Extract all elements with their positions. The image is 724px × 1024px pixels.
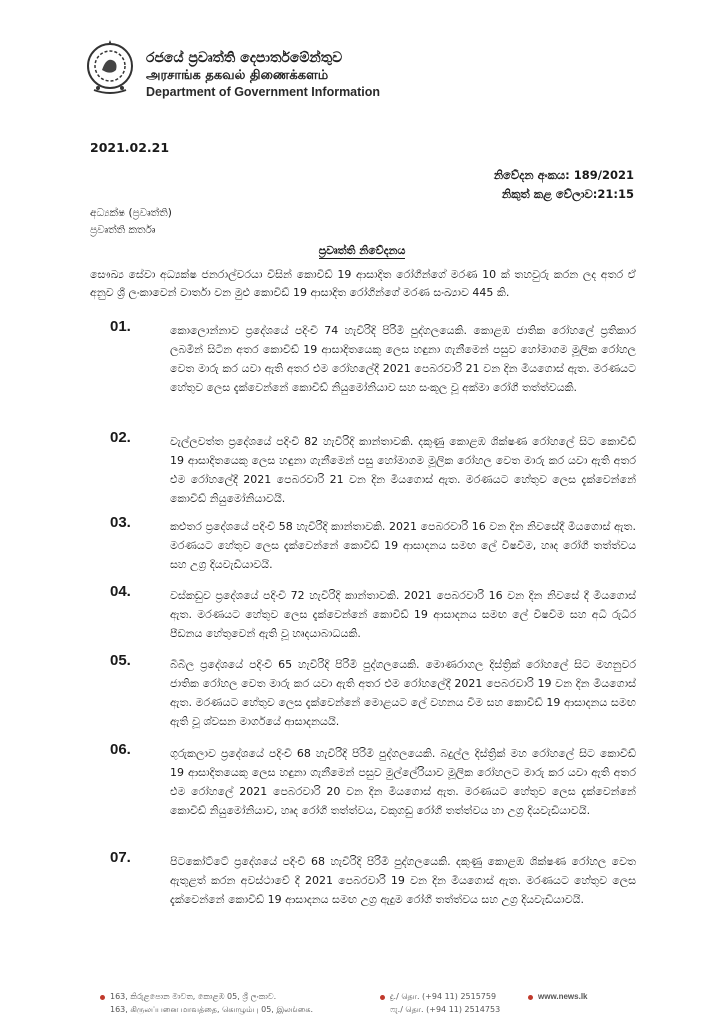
- footer-bullet-icon: [100, 995, 105, 1000]
- sri-lanka-emblem-icon: [84, 38, 136, 98]
- fax-number: (+94 11) 2514753: [426, 1005, 501, 1014]
- item-text: පිටකෝට්ටේ ප්‍රදේශයේ පදිංචි 68 හැවිරිදි පිරිමි පුද්ගලයෙකි. දකුණු කොළඹ ශික්ෂණ රෝහල වෙත ඇතුළත් කරන අවස්ථාවේ දී 2021 පෙබරවාරි 19 වන දින මියගොස් ඇත. මරණයට හේතුව ලෙස දැක්වෙන්නේ කොවිඩ් 19 ආසාදනය සමඟ උග්‍ර ඇදුම රෝගී තත්ත්වය සහ උග්‍ර දියවැඩියාවයි.: [170, 855, 636, 906]
- list-item: [90, 318, 636, 397]
- footer-address-sinhala: 163, කිරුළපොන මාවත, කොළඹ 05, ශ්‍රී ලංකාව.: [110, 992, 277, 1001]
- item-text: කොලොන්නාව ප්‍රදේශයේ පදිංචි 74 හැවිරිදි පිරිමි පුද්ගලයෙකි. කොළඹ ජාතික රෝහලේ ප්‍රතිකාර ලබමින් සිටින අතර කොවිඩ් 19 ආසාදිතයෙකු ලෙස හඳුනා ගැනීමෙන් පසුව හෝමාගම මූලික රෝහල වෙත මාරු කර යවා ඇති අතර එම රෝහලේදී 2021 පෙබරවාරි 21 වන දින මියගොස් ඇත. මරණයට හේතුව ලෙස දැක්වෙන්නේ කොවිඩ් නියුමෝනියාව සහ සංකූල වූ අක්මා රෝගී තත්ත්වයකි.: [170, 324, 636, 394]
- item-text: වැල්ලවත්ත ප්‍රදේශයේ පදිංචි 82 හැවිරිදි කාන්තාවකි. දකුණු කොළඹ ශික්ෂණ රෝහලේ සිට කොවිඩ් 19 ආසාදිතයෙකු ලෙස හඳුනා ගැනීමෙන් පසු හෝමාගම මූලික රෝහල වෙත මාරු කර යවා ඇති අතර එම රෝහලේදී 2021 පෙබරවාරි 21 වන දින මියගොස් ඇත. මරණයට හේතුව ලෙස දැක්වෙන්නේ කොවිඩ් නියුමෝනියාවයි.: [170, 435, 636, 505]
- telephone-label: දු./ தொ.: [390, 992, 420, 1001]
- recipient: ප්‍රවෘත්ති කර්තෘ: [90, 224, 156, 236]
- release-reference: [394, 166, 634, 204]
- recipient: අධ්‍යක්ෂ (ප්‍රවෘත්ති): [90, 207, 172, 219]
- telephone-number: (+94 11) 2515759: [422, 992, 497, 1001]
- list-item: [90, 741, 636, 820]
- intro-paragraph: සෞඛ්‍ය සේවා අධ්‍යක්ෂ ජනරාල්වරයා විසින් කොවිඩ් 19 ආසාදිත රෝගීන්ගේ මරණ 10 ක් තහවුරු කරන ලද අතර ඒ අනුව ශ්‍රී ලංකාවෙන් වාර්තා වන මුළු කොවිඩ් 19 ආසාදිත රෝගීන්ගේ මරණ සංඛ්‍යාව 445 කි.: [90, 268, 636, 299]
- item-number: 07.: [110, 849, 131, 866]
- item-text: බිබිල ප්‍රදේශයේ පදිංචි 65 හැවිරිදි පිරිමි පුද්ගලයෙකි. මොණරාගල දිස්ත්‍රික් රෝහලේ සිට මහනුවර ජාතික රෝහල වෙත මාරු කර යවා ඇති අතර එම රෝහලේදී 2021 පෙබරවාරි 19 වන දින මියගොස් ඇත. මරණයට හේතුව ලෙස දැක්වෙන්නේ මොළයට ලේ වහනය වීම සහ කොවිඩ් 19 ආසාදනය සමඟ ඇති වූ ශ්වසන මාර්ගයේ ආසාදනයයි.: [170, 658, 636, 728]
- list-item: [90, 652, 636, 731]
- fax-label: ෆැ./ தொ.: [390, 1005, 424, 1014]
- item-text: වස්කඩුව ප්‍රදේශයේ පදිංචි 72 හැවිරිදි කාන්තාවකි. 2021 පෙබරවාරි 16 වන දින නිවසේ දී මියගොස් ඇත. මරණයට හේතුව ලෙස දැක්වෙන්නේ කොවිඩ් 19 ආසාදනය සමඟ ලේ විෂවීම සහ අධි රුධිර පීඩනය හේතුවෙන් ඇති වූ හෘදයාබාධයකි.: [170, 589, 636, 640]
- heading-text: ප්‍රවෘත්ති නිවේදනය: [318, 244, 406, 257]
- list-item: [90, 514, 636, 574]
- recipients: [90, 205, 172, 239]
- item-text: කළුතර ප්‍රදේශයේ පදිංචි 58 හැවිරිදි කාන්තාවකි. 2021 පෙබරවාරි 16 වන දින නිවසේදී මියගොස් ඇත. මරණයට හේතුව ලෙස දැක්වෙන්නේ කොවිඩ් 19 ආසාදනය සමඟ ලේ විෂවීම, හෘද රෝගී තත්ත්වය සහ උග්‍ර දියවැඩියාවයි.: [170, 520, 636, 571]
- item-number: 01.: [110, 318, 131, 335]
- page-footer: [100, 988, 660, 1024]
- footer-website[interactable]: www.news.lk: [538, 992, 588, 1001]
- item-number: 05.: [110, 652, 131, 669]
- document-heading: [0, 244, 724, 258]
- footer-fax: [390, 1005, 500, 1015]
- footer-bullet-icon: [528, 995, 533, 1000]
- release-number: නිවේදන අංකය: 189/2021: [493, 168, 634, 182]
- list-item: [90, 583, 636, 643]
- footer-telephone: [390, 992, 496, 1002]
- item-number: 02.: [110, 429, 131, 446]
- footer-address-tamil: 163, கிருலப்பனை மாவத்தை, கொழும்பு 05, இலங்கை.: [110, 1005, 314, 1014]
- item-number: 04.: [110, 583, 131, 600]
- list-item: [90, 849, 636, 909]
- letterhead-tamil: அரசாங்க தகவல் திணைக்களம்: [146, 68, 329, 83]
- list-item: [90, 429, 636, 508]
- letterhead-english: Department of Government Information: [146, 85, 381, 99]
- item-number: 06.: [110, 741, 131, 758]
- letterhead-sinhala: රජයේ ප්‍රවෘත්ති දෙපාර්තමේන්තුව: [146, 50, 343, 66]
- release-time: නිකුත් කළ වේලාව:21:15: [501, 187, 634, 201]
- item-text: ගුරුකලාව ප්‍රදේශයේ පදිංචි 68 හැවිරිදි පිරිමි පුද්ගලයෙකි. බදුල්ල දිස්ත්‍රික් මහ රෝහලේ සිට කොවිඩ් 19 ආසාදිතයෙකු ලෙස හඳුනා ගැනීමෙන් පසුව මුල්ලේරියාව මූලික රෝහලට මාරු කර යවා ඇති අතර එම රෝහලේ 2021 පෙබරවාරි 20 වන දින මියගොස් ඇත. මරණයට හේතුව ලෙස දැක්වෙන්නේ කොවිඩ් නියුමෝනියාව, හෘද රෝගී තත්ත්වය, වකුගඩු රෝගී තත්ත්වය හා උග්‍ර දියවැඩියාවයි.: [170, 747, 636, 817]
- document-date: 2021.02.21: [90, 140, 170, 155]
- item-number: 03.: [110, 514, 131, 531]
- footer-bullet-icon: [380, 995, 385, 1000]
- letterhead: [84, 38, 504, 118]
